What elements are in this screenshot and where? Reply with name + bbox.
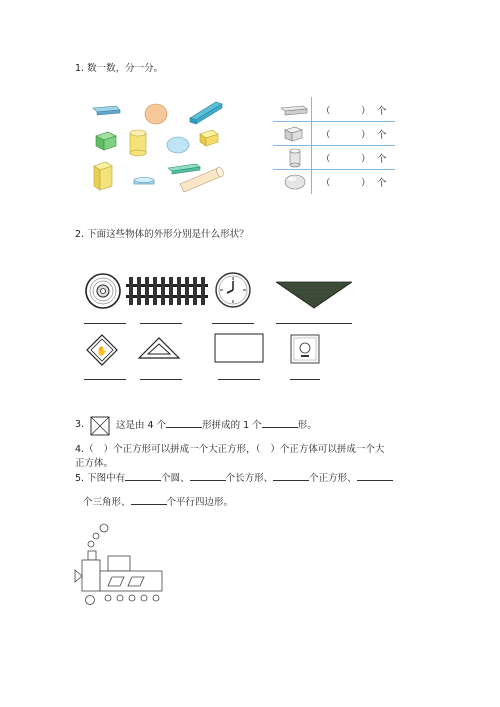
answer-blank[interactable]: [273, 471, 309, 481]
count-close-paren: ）: [361, 154, 371, 165]
cylinder-icon: [130, 130, 146, 156]
square-with-diagonals-icon: [90, 416, 110, 436]
answer-line[interactable]: [140, 323, 182, 324]
cuboid-icon: [94, 162, 112, 190]
answer-blank[interactable]: [357, 471, 393, 481]
traffic-sign-icon: [86, 334, 118, 366]
railroad-track-icon: [126, 275, 208, 307]
cuboid-icon: [190, 102, 222, 124]
cylinder-icon: [287, 148, 303, 168]
answer-blank[interactable]: [125, 471, 161, 481]
cuboid-icon: [279, 104, 309, 116]
cuboid-icon: [93, 106, 120, 115]
q4-text-a: 4.（: [75, 444, 94, 455]
answer-blank[interactable]: [75, 496, 83, 505]
q5-text-a: 5. 下图中有: [75, 473, 126, 484]
q3-text-a: 这是由 4 个: [116, 420, 167, 431]
count-close-paren: ）: [361, 130, 371, 141]
unit-label: 个: [377, 130, 387, 141]
q3-text-b: 形拼成的 1 个: [202, 420, 262, 431]
cube-icon: [283, 125, 305, 143]
cd-disc-icon: [84, 272, 122, 310]
answer-line[interactable]: [84, 379, 126, 380]
answer-line[interactable]: [212, 323, 254, 324]
count-open-paren: （: [321, 154, 331, 165]
cylinder-icon: [134, 178, 154, 185]
count-close-paren: ）: [361, 178, 371, 189]
sphere-icon: [145, 104, 167, 124]
sphere-icon: [283, 173, 307, 191]
triangle-icon: [276, 281, 352, 309]
q1-title: 1. 数一数，分一分。: [75, 63, 164, 74]
q5-text-d: 个正方形、: [309, 473, 357, 484]
q5-text-e: 个三角形、: [83, 497, 131, 508]
count-close-paren: ）: [361, 106, 371, 117]
answer-blank[interactable]: [131, 495, 167, 505]
answer-line[interactable]: [218, 379, 260, 380]
unit-label: 个: [377, 106, 387, 117]
answer-line[interactable]: [290, 379, 320, 380]
q5-line-2: [75, 495, 233, 509]
unit-label: 个: [377, 178, 387, 189]
table-row: [273, 145, 395, 170]
triangle-ruler-icon: [137, 336, 181, 360]
cube-icon: [96, 132, 116, 150]
answer-blank[interactable]: [166, 418, 202, 428]
q4-text-c: ）个正方体可以拼成一个大: [270, 444, 385, 455]
table-row: [273, 97, 395, 122]
q3-text: [116, 418, 317, 432]
count-open-paren: （: [321, 106, 331, 117]
count-open-paren: （: [321, 178, 331, 189]
q4-line-2: 正方体。: [75, 458, 114, 469]
q3-line: [75, 418, 84, 431]
answer-blank[interactable]: [262, 418, 298, 428]
q4-text-b: ）个正方形可以拼成一个大正方形，（: [103, 444, 261, 455]
q5-text-f: 个平行四边形。: [166, 497, 234, 508]
clock-icon: [214, 271, 252, 309]
q5-line-1: [75, 471, 393, 485]
q3-number: 3.: [75, 419, 85, 430]
rectangle-icon: [214, 333, 264, 363]
q5-text-b: 个圆、: [161, 473, 190, 484]
q3-text-c: 形。: [297, 420, 317, 431]
svg-text:✋: ✋: [96, 347, 108, 357]
answer-line[interactable]: [140, 379, 182, 380]
answer-blank[interactable]: [190, 471, 226, 481]
q5-text-c: 个长方形、: [225, 473, 274, 484]
table-row: [273, 121, 395, 146]
q1-objects-figure: [88, 98, 238, 193]
socket-icon: [290, 334, 320, 364]
cuboid-icon: [168, 164, 200, 174]
q2-title: 2. 下面这些物体的外形分别是什么形状？: [75, 229, 249, 240]
answer-line[interactable]: [84, 323, 126, 324]
table-row: [273, 169, 395, 193]
train-figure: [74, 522, 166, 612]
count-open-paren: （: [321, 130, 331, 141]
cube-icon: [200, 130, 218, 146]
sphere-icon: [167, 137, 189, 153]
unit-label: 个: [377, 154, 387, 165]
answer-line[interactable]: [276, 323, 352, 324]
q4-line-1: [75, 443, 384, 456]
